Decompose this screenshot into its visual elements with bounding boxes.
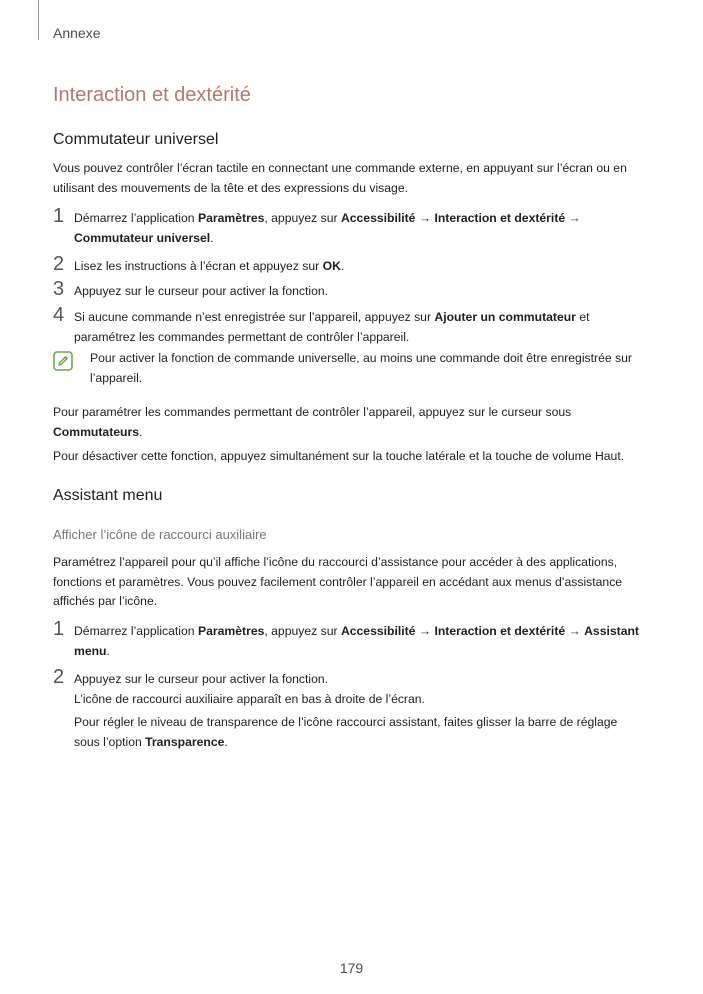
section1-step-3 [53,278,645,302]
step-text: Appuyez sur le curseur pour activer la fonction. [74,284,329,298]
section1-step-4 [53,304,645,347]
section1-step-2 [53,253,645,277]
step-number: 2 [53,253,65,275]
running-header: Annexe [53,25,101,41]
step-number: 4 [53,304,65,326]
page-title: Interaction et dextérité [53,84,251,106]
step-number: 1 [53,618,65,640]
note-pencil-icon [53,351,73,371]
step-text: Démarrez l’application Paramètres, appuyez sur Accessibilité → Interaction et dextérité → Commutateur universel. [74,211,581,245]
margin-rule [38,0,39,40]
section1-step-1 [53,205,645,248]
section1-intro: Vous pouvez contrôler l’écran tactile en connectant une commande externe, en appuyant sur l’écran ou en utilisant des mouvements de la tête et des expressions du visage. [53,161,627,195]
step-number: 3 [53,278,65,300]
page-number: 179 [339,960,364,976]
note-text: Pour activer la fonction de commande universelle, au moins une commande doit être enregistrée sur l’appareil. [90,351,632,385]
section1-paragraph-switches: Pour paramétrer les commandes permettant de contrôler l’appareil, appuyez sur le curseur sous Commutateurs. [53,405,572,439]
section2-intro: Paramétrez l’appareil pour qu’il affiche l’icône du raccourci d’assistance pour accéder à des applications, fonctions et paramètres. Vous pouvez facilement contrôler l’appareil en accédant aux menus d’assistance affichés par l’icône. [53,555,623,608]
note [53,349,645,388]
section-heading-assistant-menu: Assistant menu [53,487,163,504]
section2-step-1 [53,618,645,661]
section-heading-universal-switch: Commutateur universel [53,131,219,148]
step-number: 2 [53,666,65,688]
step-text: Si aucune commande n’est enregistrée sur l’appareil, appuyez sur Ajouter un commutateur et paramétrez les commandes permettant de contrôler l’appareil. [74,310,590,344]
step-text: Appuyez sur le curseur pour activer la fonction. L’icône de raccourci auxiliaire apparaît en bas à droite de l’écran. Pour régler le niveau de transparence de l’icône raccourci assistant, faites glisser la barre de réglage sous l’option Transparence. [74,672,618,749]
section2-step-2 [53,666,645,752]
section1-paragraph-disable: Pour désactiver cette fonction, appuyez simultanément sur la touche latérale et la touche de volume Haut. [53,449,625,463]
step-text: Lisez les instructions à l’écran et appuyez sur OK. [74,259,345,273]
subheading-auxiliary-shortcut: Afficher l’icône de raccourci auxiliaire [53,527,267,542]
step-text: Démarrez l’application Paramètres, appuyez sur Accessibilité → Interaction et dextérité → Assistant menu. [74,624,639,658]
step-number: 1 [53,205,65,227]
